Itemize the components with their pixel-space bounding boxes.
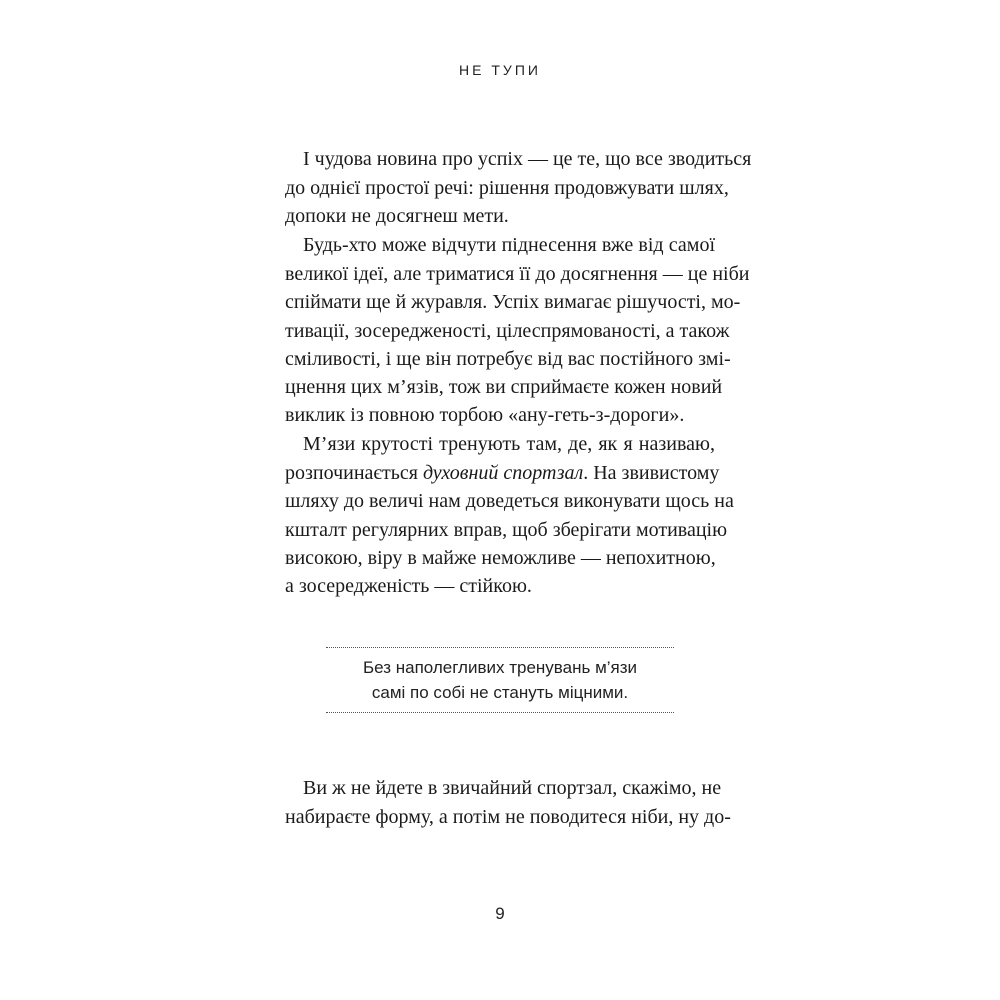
paragraph-4-line-1: Ви ж не йдете в звичайний спортзал, скажімо, не [303,777,722,799]
pull-quote-bottom-divider [326,712,674,713]
paragraph-2-line-6: цнення цих м’язів, тож ви сприймаєте кожен новий [285,376,723,398]
running-head: НЕ ТУПИ [459,62,541,78]
paragraph-2-line-2: великої ідеї, але триматися її до досягнення — це ніби [285,263,750,285]
emphasis-spiritual-gym: духовний спортзал [422,462,584,484]
paragraph-3-line-6: а зосередженість — стійкою. [285,575,532,597]
pull-quote-top-divider [326,647,674,648]
paragraph-1-line-1: І чудова новина про успіх — це те, що все зводиться [303,148,752,170]
paragraph-3-line-5: високою, віру в майже неможливе — непохитною, [285,547,716,569]
paragraph-2-line-1: Будь-хто може відчути піднесення вже від самої [303,234,715,256]
paragraph-3-line-1: М’язи крутості тренують там, де, як я називаю, [303,433,715,455]
page-number: 9 [495,904,505,923]
paragraph-3-line-2 [285,462,720,484]
paragraph-4-line-2: набираєте форму, а потім не поводитеся ніби, ну до- [285,806,731,828]
pull-quote-line-1: Без наполегливих тренувань м’язи [362,658,638,677]
pull-quote-line-2: самі по собі не стануть міцними. [371,683,629,702]
paragraph-3-line-2-text-a: розпочинається [285,462,423,484]
paragraph-3-line-2-text-b: . На звивистому [583,462,720,484]
paragraph-2-line-3: спіймати ще й журавля. Успіх вимагає рішучості, мо- [285,291,741,313]
paragraph-2-line-7: виклик із повною торбою «ану-геть-з-дороги». [285,404,685,426]
paragraph-2-line-5: сміливості, і ще він потребує від вас постійного змі- [285,348,731,370]
paragraph-2-line-4: тивації, зосередженості, цілеспрямованості, а також [285,320,730,342]
paragraph-3-line-4: кшталт регулярних вправ, щоб зберігати мотивацію [285,519,728,541]
paragraph-3-line-3: шляху до величі нам доведеться виконувати щось на [285,490,734,512]
paragraph-1-line-2: до однієї простої речі: рішення продовжувати шлях, [285,177,729,199]
paragraph-1-line-3: допоки не досягнеш мети. [285,205,509,227]
